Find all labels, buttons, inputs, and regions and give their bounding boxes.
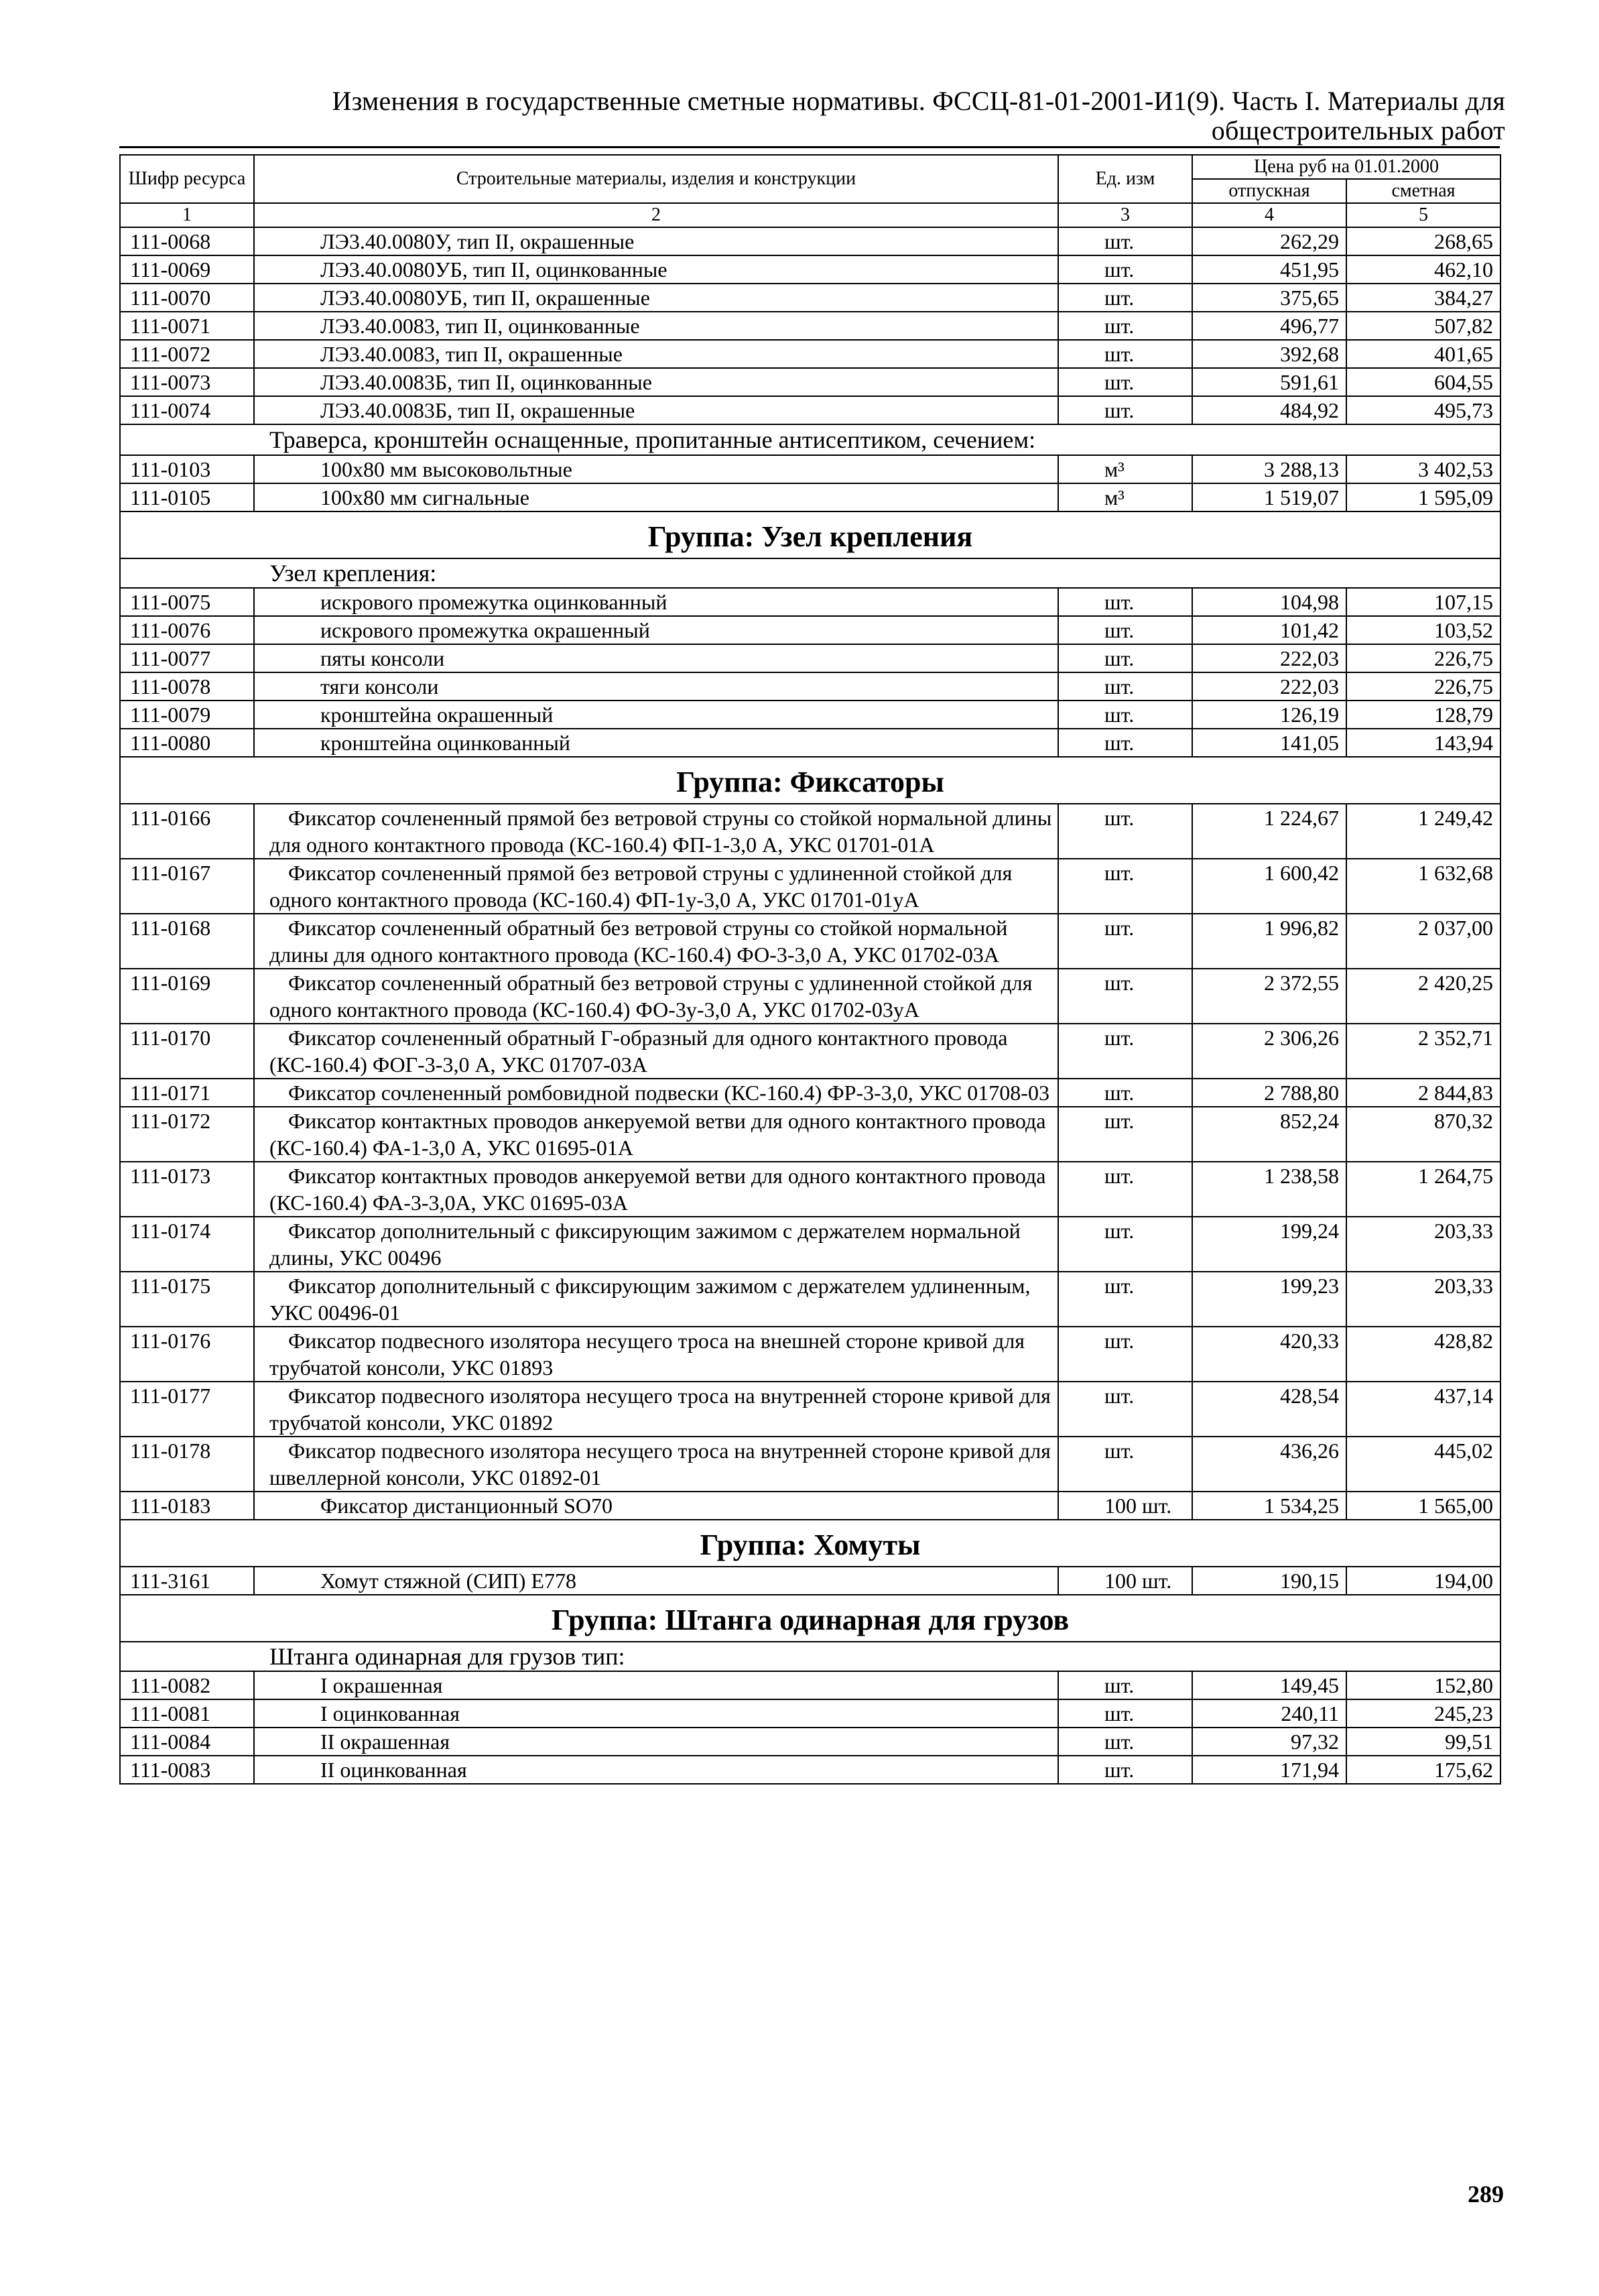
- estimate-price: 226,75: [1346, 672, 1500, 701]
- release-price: 3 288,13: [1192, 455, 1346, 483]
- group-row: [120, 511, 1500, 558]
- resource-code: 111-0069: [120, 255, 254, 284]
- table-row: [120, 1272, 1500, 1327]
- resource-code: 111-0177: [120, 1382, 254, 1437]
- release-price: 2 788,80: [1192, 1079, 1346, 1107]
- unit: шт.: [1058, 1728, 1192, 1756]
- table-row: [120, 1382, 1500, 1437]
- table-row: [120, 914, 1500, 969]
- unit: шт.: [1058, 284, 1192, 312]
- resource-code: 111-0178: [120, 1437, 254, 1492]
- unit: шт.: [1058, 616, 1192, 644]
- resource-code: 111-3161: [120, 1567, 254, 1595]
- estimate-price: 268,65: [1346, 227, 1500, 255]
- table-row: [120, 1217, 1500, 1272]
- table-row: [120, 368, 1500, 396]
- table-row: [120, 1699, 1500, 1728]
- release-price: 496,77: [1192, 312, 1346, 340]
- unit: м³: [1058, 483, 1192, 511]
- resource-code: 111-0174: [120, 1217, 254, 1272]
- material-name: пяты консоли: [254, 644, 1058, 672]
- subgroup-title: Узел крепления:: [120, 558, 1500, 588]
- table-row: [120, 588, 1500, 616]
- unit: шт.: [1058, 368, 1192, 396]
- resource-code: 111-0074: [120, 396, 254, 424]
- release-price: 199,23: [1192, 1272, 1346, 1327]
- header-code: Шифр ресурса: [120, 155, 254, 203]
- resource-code: 111-0082: [120, 1671, 254, 1699]
- estimate-price: 143,94: [1346, 729, 1500, 757]
- group-row: [120, 757, 1500, 804]
- material-name: Фиксатор дистанционный SO70: [254, 1492, 1058, 1520]
- table-row: [120, 1492, 1500, 1520]
- table-row: [120, 644, 1500, 672]
- material-name: Фиксатор контактных проводов анкеруемой ветви для одного контактного провода (КС-160.4) ФА-3-3,0А, УКС 01695-03А: [254, 1162, 1058, 1217]
- resource-code: 111-0168: [120, 914, 254, 969]
- resource-code: 111-0172: [120, 1107, 254, 1162]
- release-price: 591,61: [1192, 368, 1346, 396]
- table-row: [120, 284, 1500, 312]
- estimate-price: 152,80: [1346, 1671, 1500, 1699]
- material-name: ЛЭ3.40.0083Б, тип II, оцинкованные: [254, 368, 1058, 396]
- group-title: Группа: Хомуты: [120, 1520, 1500, 1567]
- resource-code: 111-0070: [120, 284, 254, 312]
- resource-code: 111-0073: [120, 368, 254, 396]
- resource-code: 111-0084: [120, 1728, 254, 1756]
- unit: шт.: [1058, 1756, 1192, 1784]
- estimate-price: 107,15: [1346, 588, 1500, 616]
- unit: шт.: [1058, 588, 1192, 616]
- subgroup-row: [120, 424, 1500, 455]
- header-estimate-price: сметная: [1346, 179, 1500, 203]
- resource-code: 111-0081: [120, 1699, 254, 1728]
- release-price: 104,98: [1192, 588, 1346, 616]
- release-price: 1 996,82: [1192, 914, 1346, 969]
- unit: шт.: [1058, 312, 1192, 340]
- table-row: [120, 1024, 1500, 1079]
- resource-code: 111-0078: [120, 672, 254, 701]
- col-num: 4: [1192, 203, 1346, 227]
- unit: шт.: [1058, 227, 1192, 255]
- estimate-price: 203,33: [1346, 1217, 1500, 1272]
- material-name: Фиксатор сочлененный прямой без ветровой струны со стойкой нормальной длины для одного контактного провода (КС-160.4) ФП-1-3,0 А, УКС 01701-01А: [254, 804, 1058, 859]
- header-unit: Ед. изм: [1058, 155, 1192, 203]
- material-name: кронштейна окрашенный: [254, 701, 1058, 729]
- release-price: 2 372,55: [1192, 969, 1346, 1024]
- material-name: искрового промежутка окрашенный: [254, 616, 1058, 644]
- unit: м³: [1058, 455, 1192, 483]
- release-price: 1 238,58: [1192, 1162, 1346, 1217]
- estimate-price: 175,62: [1346, 1756, 1500, 1784]
- resource-code: 111-0175: [120, 1272, 254, 1327]
- estimate-price: 1 264,75: [1346, 1162, 1500, 1217]
- release-price: 2 306,26: [1192, 1024, 1346, 1079]
- page-number: 289: [1468, 2181, 1504, 2208]
- column-number-row: [120, 203, 1500, 227]
- unit: 100 шт.: [1058, 1492, 1192, 1520]
- unit: шт.: [1058, 1382, 1192, 1437]
- unit: шт.: [1058, 1162, 1192, 1217]
- header-rule: [119, 146, 1500, 148]
- resource-code: 111-0079: [120, 701, 254, 729]
- table-row: [120, 1756, 1500, 1784]
- table-row: [120, 859, 1500, 914]
- estimate-price: 2 352,71: [1346, 1024, 1500, 1079]
- table-row: [120, 227, 1500, 255]
- material-name: Фиксатор сочлененный обратный без ветровой струны со стойкой нормальной длины для одного контактного провода (КС-160.4) ФО-3-3,0 А, УКС 01702-03А: [254, 914, 1058, 969]
- estimate-price: 203,33: [1346, 1272, 1500, 1327]
- table-row: [120, 340, 1500, 368]
- material-name: ЛЭ3.40.0083, тип II, оцинкованные: [254, 312, 1058, 340]
- unit: шт.: [1058, 914, 1192, 969]
- material-name: Хомут стяжной (СИП) E778: [254, 1567, 1058, 1595]
- release-price: 1 600,42: [1192, 859, 1346, 914]
- subgroup-title: Траверса, кронштейн оснащенные, пропитанные антисептиком, сечением:: [120, 424, 1500, 455]
- material-name: Фиксатор дополнительный с фиксирующим зажимом с держателем удлиненным, УКС 00496-01: [254, 1272, 1058, 1327]
- table-row: [120, 969, 1500, 1024]
- unit: шт.: [1058, 1327, 1192, 1382]
- document-header-line2: общестроительных работ: [1211, 115, 1505, 145]
- table-row: [120, 455, 1500, 483]
- table-row: [120, 396, 1500, 424]
- material-name: 100x80 мм высоковольтные: [254, 455, 1058, 483]
- group-title: Группа: Узел крепления: [120, 511, 1500, 558]
- resource-code: 111-0080: [120, 729, 254, 757]
- material-name: Фиксатор сочлененный обратный без ветровой струны с удлиненной стойкой для одного контактного провода (КС-160.4) ФО-3у-3,0 А, УКС 01702-03уА: [254, 969, 1058, 1024]
- estimate-price: 495,73: [1346, 396, 1500, 424]
- unit: шт.: [1058, 1024, 1192, 1079]
- col-num: 2: [254, 203, 1058, 227]
- unit: шт.: [1058, 804, 1192, 859]
- material-name: ЛЭ3.40.0080У, тип II, окрашенные: [254, 227, 1058, 255]
- table-row: [120, 1437, 1500, 1492]
- table-row: [120, 701, 1500, 729]
- material-name: ЛЭ3.40.0080УБ, тип II, оцинкованные: [254, 255, 1058, 284]
- resource-code: 111-0071: [120, 312, 254, 340]
- release-price: 484,92: [1192, 396, 1346, 424]
- table-row: [120, 729, 1500, 757]
- subgroup-row: [120, 1642, 1500, 1671]
- estimate-price: 226,75: [1346, 644, 1500, 672]
- unit: шт.: [1058, 1079, 1192, 1107]
- table-row: [120, 1107, 1500, 1162]
- table-row: [120, 1162, 1500, 1217]
- estimate-price: 870,32: [1346, 1107, 1500, 1162]
- resource-code: 111-0083: [120, 1756, 254, 1784]
- resource-code: 111-0171: [120, 1079, 254, 1107]
- material-name: II оцинкованная: [254, 1756, 1058, 1784]
- header-name: Строительные материалы, изделия и конструкции: [254, 155, 1058, 203]
- resource-code: 111-0072: [120, 340, 254, 368]
- material-name: ЛЭ3.40.0080УБ, тип II, окрашенные: [254, 284, 1058, 312]
- unit: шт.: [1058, 396, 1192, 424]
- estimate-price: 437,14: [1346, 1382, 1500, 1437]
- estimate-price: 1 595,09: [1346, 483, 1500, 511]
- material-name: I оцинкованная: [254, 1699, 1058, 1728]
- group-row: [120, 1520, 1500, 1567]
- resource-code: 111-0183: [120, 1492, 254, 1520]
- material-name: II окрашенная: [254, 1728, 1058, 1756]
- table-row: [120, 1728, 1500, 1756]
- unit: 100 шт.: [1058, 1567, 1192, 1595]
- release-price: 126,19: [1192, 701, 1346, 729]
- material-name: Фиксатор сочлененный ромбовидной подвески (КС-160.4) ФР-3-3,0, УКС 01708-03: [254, 1079, 1058, 1107]
- table-row: [120, 483, 1500, 511]
- unit: шт.: [1058, 1437, 1192, 1492]
- unit: шт.: [1058, 701, 1192, 729]
- estimate-price: 2 844,83: [1346, 1079, 1500, 1107]
- table-row: [120, 255, 1500, 284]
- header-release-price: отпускная: [1192, 179, 1346, 203]
- material-name: I окрашенная: [254, 1671, 1058, 1699]
- subgroup-row: [120, 558, 1500, 588]
- release-price: 171,94: [1192, 1756, 1346, 1784]
- resource-code: 111-0170: [120, 1024, 254, 1079]
- table-row: [120, 1327, 1500, 1382]
- unit: шт.: [1058, 1699, 1192, 1728]
- estimate-price: 99,51: [1346, 1728, 1500, 1756]
- release-price: 1 224,67: [1192, 804, 1346, 859]
- release-price: 190,15: [1192, 1567, 1346, 1595]
- price-table: [119, 154, 1501, 1785]
- estimate-price: 1 565,00: [1346, 1492, 1500, 1520]
- release-price: 101,42: [1192, 616, 1346, 644]
- estimate-price: 2 037,00: [1346, 914, 1500, 969]
- release-price: 451,95: [1192, 255, 1346, 284]
- table-header-row: [120, 155, 1500, 179]
- resource-code: 111-0173: [120, 1162, 254, 1217]
- resource-code: 111-0075: [120, 588, 254, 616]
- unit: шт.: [1058, 1107, 1192, 1162]
- estimate-price: 384,27: [1346, 284, 1500, 312]
- header-price: Цена руб на 01.01.2000: [1192, 155, 1500, 179]
- estimate-price: 604,55: [1346, 368, 1500, 396]
- resource-code: 111-0103: [120, 455, 254, 483]
- release-price: 852,24: [1192, 1107, 1346, 1162]
- release-price: 392,68: [1192, 340, 1346, 368]
- estimate-price: 428,82: [1346, 1327, 1500, 1382]
- col-num: 1: [120, 203, 254, 227]
- estimate-price: 194,00: [1346, 1567, 1500, 1595]
- release-price: 1 519,07: [1192, 483, 1346, 511]
- estimate-price: 507,82: [1346, 312, 1500, 340]
- release-price: 149,45: [1192, 1671, 1346, 1699]
- material-name: Фиксатор дополнительный с фиксирующим зажимом с держателем нормальной длины, УКС 00496: [254, 1217, 1058, 1272]
- table-row: [120, 1079, 1500, 1107]
- col-num: 3: [1058, 203, 1192, 227]
- estimate-price: 462,10: [1346, 255, 1500, 284]
- resource-code: 111-0077: [120, 644, 254, 672]
- unit: шт.: [1058, 1671, 1192, 1699]
- resource-code: 111-0167: [120, 859, 254, 914]
- release-price: 262,29: [1192, 227, 1346, 255]
- material-name: кронштейна оцинкованный: [254, 729, 1058, 757]
- resource-code: 111-0166: [120, 804, 254, 859]
- estimate-price: 445,02: [1346, 1437, 1500, 1492]
- estimate-price: 1 632,68: [1346, 859, 1500, 914]
- table-row: [120, 672, 1500, 701]
- unit: шт.: [1058, 729, 1192, 757]
- material-name: Фиксатор подвесного изолятора несущего троса на внутренней стороне кривой для швеллерной консоли, УКС 01892-01: [254, 1437, 1058, 1492]
- unit: шт.: [1058, 859, 1192, 914]
- group-title: Группа: Штанга одинарная для грузов: [120, 1595, 1500, 1642]
- material-name: искрового промежутка оцинкованный: [254, 588, 1058, 616]
- release-price: 97,32: [1192, 1728, 1346, 1756]
- material-name: ЛЭ3.40.0083Б, тип II, окрашенные: [254, 396, 1058, 424]
- subgroup-title: Штанга одинарная для грузов тип:: [120, 1642, 1500, 1671]
- release-price: 222,03: [1192, 672, 1346, 701]
- estimate-price: 3 402,53: [1346, 455, 1500, 483]
- table-row: [120, 1567, 1500, 1595]
- estimate-price: 1 249,42: [1346, 804, 1500, 859]
- estimate-price: 245,23: [1346, 1699, 1500, 1728]
- release-price: 240,11: [1192, 1699, 1346, 1728]
- estimate-price: 128,79: [1346, 701, 1500, 729]
- table-row: [120, 1671, 1500, 1699]
- material-name: тяги консоли: [254, 672, 1058, 701]
- resource-code: 111-0169: [120, 969, 254, 1024]
- estimate-price: 103,52: [1346, 616, 1500, 644]
- table-row: [120, 804, 1500, 859]
- group-row: [120, 1595, 1500, 1642]
- release-price: 222,03: [1192, 644, 1346, 672]
- resource-code: 111-0076: [120, 616, 254, 644]
- material-name: Фиксатор контактных проводов анкеруемой ветви для одного контактного провода (КС-160.4) ФА-1-3,0 А, УКС 01695-01А: [254, 1107, 1058, 1162]
- release-price: 428,54: [1192, 1382, 1346, 1437]
- unit: шт.: [1058, 644, 1192, 672]
- unit: шт.: [1058, 255, 1192, 284]
- resource-code: 111-0105: [120, 483, 254, 511]
- unit: шт.: [1058, 969, 1192, 1024]
- release-price: 375,65: [1192, 284, 1346, 312]
- material-name: Фиксатор сочлененный прямой без ветровой струны с удлиненной стойкой для одного контактного провода (КС-160.4) ФП-1у-3,0 А, УКС 01701-01уА: [254, 859, 1058, 914]
- unit: шт.: [1058, 340, 1192, 368]
- release-price: 199,24: [1192, 1217, 1346, 1272]
- unit: шт.: [1058, 1272, 1192, 1327]
- release-price: 1 534,25: [1192, 1492, 1346, 1520]
- estimate-price: 401,65: [1346, 340, 1500, 368]
- material-name: Фиксатор сочлененный обратный Г-образный для одного контактного провода (КС-160.4) ФОГ-3-3,0 А, УКС 01707-03А: [254, 1024, 1058, 1079]
- release-price: 436,26: [1192, 1437, 1346, 1492]
- resource-code: 111-0068: [120, 227, 254, 255]
- material-name: Фиксатор подвесного изолятора несущего троса на внешней стороне кривой для трубчатой консоли, УКС 01893: [254, 1327, 1058, 1382]
- table-row: [120, 616, 1500, 644]
- release-price: 420,33: [1192, 1327, 1346, 1382]
- material-name: ЛЭ3.40.0083, тип II, окрашенные: [254, 340, 1058, 368]
- unit: шт.: [1058, 672, 1192, 701]
- resource-code: 111-0176: [120, 1327, 254, 1382]
- estimate-price: 2 420,25: [1346, 969, 1500, 1024]
- document-header-line1: Изменения в государственные сметные нормативы. ФССЦ-81-01-2001-И1(9). Часть I. Материалы для: [332, 86, 1505, 116]
- unit: шт.: [1058, 1217, 1192, 1272]
- release-price: 141,05: [1192, 729, 1346, 757]
- group-title: Группа: Фиксаторы: [120, 757, 1500, 804]
- material-name: Фиксатор подвесного изолятора несущего троса на внутренней стороне кривой для трубчатой консоли, УКС 01892: [254, 1382, 1058, 1437]
- table-row: [120, 312, 1500, 340]
- material-name: 100x80 мм сигнальные: [254, 483, 1058, 511]
- col-num: 5: [1346, 203, 1500, 227]
